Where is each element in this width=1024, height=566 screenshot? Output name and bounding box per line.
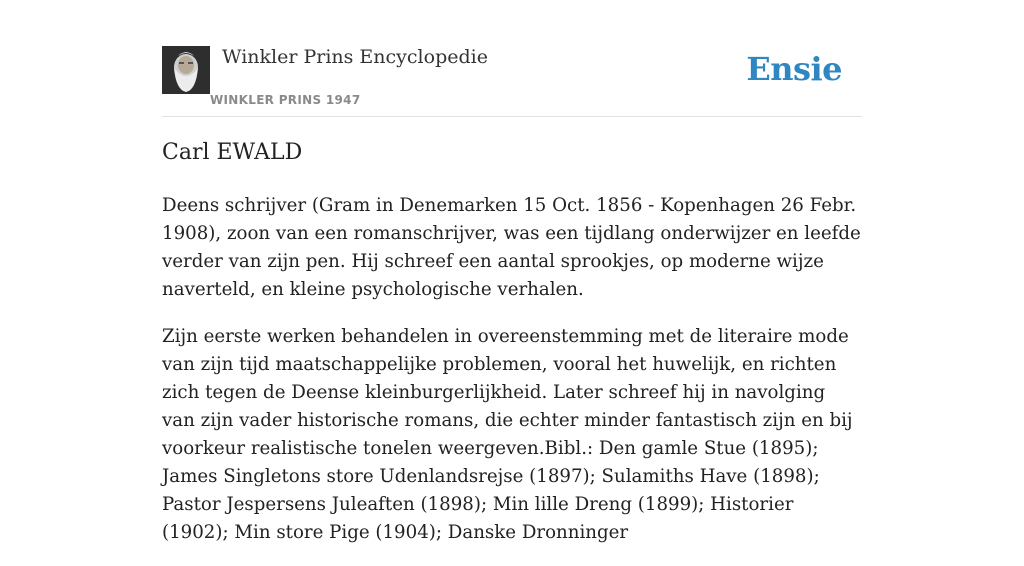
ensie-logo[interactable]: Ensie: [746, 50, 842, 88]
source-title[interactable]: Winkler Prins Encyclopedie: [222, 46, 488, 68]
bearded-man-portrait-icon: [162, 46, 210, 94]
article-title: Carl EWALD: [162, 140, 303, 165]
source-header: [162, 40, 862, 117]
source-edition: WINKLER PRINS 1947: [210, 93, 361, 107]
article-body: [162, 192, 862, 566]
article-paragraph: Deens schrijver (Gram in Denemarken 15 Oct. 1856 - Kopenhagen 26 Febr. 1908), zoon van een romanschrijver, was een tijdlang onderwijzer en leefde verder van zijn pen. Hij schreef een aantal sprookjes, op moderne wijze naverteld, en kleine psychologische verhalen.: [162, 195, 861, 300]
avatar[interactable]: [162, 46, 210, 94]
article-paragraph: Zijn eerste werken behandelen in overeenstemming met de literaire mode van zijn tijd maatschappelijke problemen, vooral het huwelijk, en richten zich tegen de Deense kleinburgerlijkheid. Later schreef hij in navolging van zijn vader historische romans, die echter minder fantastisch zijn en bij voorkeur realistische tonelen weergeven.Bibl.: Den gamle Stue (1895); James Singletons store Udenlandsrejse (1897); Sulamiths Have (1898); Pastor Jespersens Juleaften (1898); Min lille Dreng (1899); Historier (1902); Min store Pige (1904); Danske Dronninger: [162, 326, 853, 543]
